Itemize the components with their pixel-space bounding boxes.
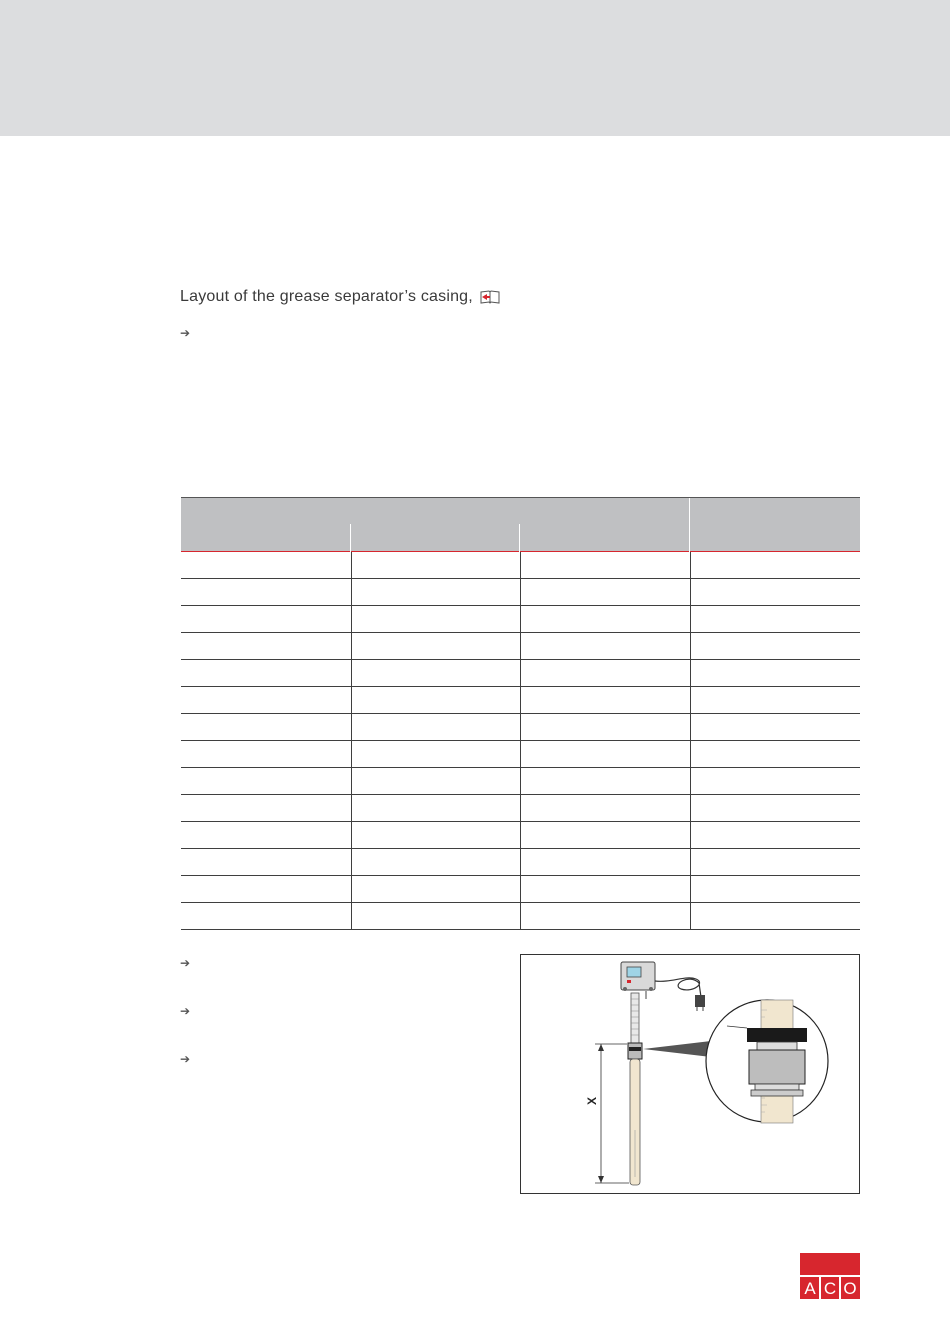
book-reference-icon[interactable] (479, 288, 501, 306)
table-row (181, 876, 860, 903)
svg-text:O: O (843, 1279, 857, 1298)
table-row (181, 552, 860, 579)
bullet-arrow-icon: ➔ (180, 956, 191, 970)
layout-text: Layout of the grease separator’s casing, (180, 288, 473, 305)
table-row (181, 660, 860, 687)
callout-pointer (643, 1041, 711, 1057)
bullet-arrow-icon: ➔ (180, 1052, 191, 1066)
table-row (181, 822, 860, 849)
control-unit-icon (621, 962, 655, 991)
table-row (181, 795, 860, 822)
sensor-figure (520, 954, 860, 1194)
plug-icon (695, 995, 705, 1007)
svg-text:A: A (804, 1279, 816, 1298)
table-row (181, 579, 860, 606)
svg-text:C: C (823, 1279, 837, 1298)
table-row (181, 849, 860, 876)
locking-nut (747, 1028, 807, 1042)
table-row (181, 714, 860, 741)
bullet-arrow-icon: ➔ (180, 1004, 191, 1018)
threaded-rod (631, 993, 639, 1043)
layout-reference (180, 288, 501, 306)
aco-logo (800, 1253, 860, 1299)
dimension-label: X (585, 1096, 599, 1105)
table-row (181, 768, 860, 795)
table-row (181, 633, 860, 660)
table-row (181, 687, 860, 714)
table-row (181, 741, 860, 768)
data-table (181, 497, 860, 930)
table-row (181, 606, 860, 633)
header-band (0, 0, 950, 136)
bullet-arrow-icon: ➔ (180, 326, 191, 340)
table-row (181, 903, 860, 930)
sensor-diagram (521, 955, 859, 1193)
